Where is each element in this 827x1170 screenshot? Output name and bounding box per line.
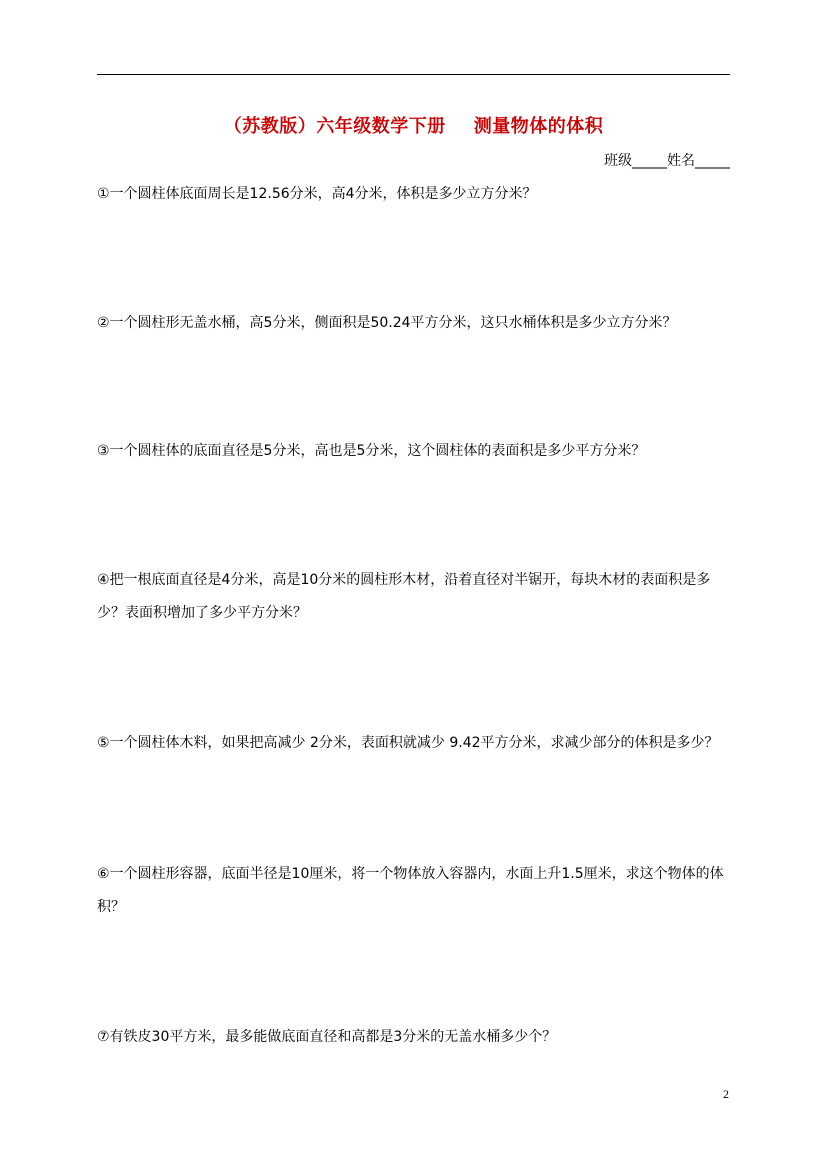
header-rule <box>97 74 730 75</box>
question-2: ②一个圆柱形无盖水桶，高5分米，侧面积是50.24平方分米，这只水桶体积是多少立方分米？ <box>97 315 677 331</box>
question-6: ⑥一个圆柱形容器，底面半径是10厘米，将一个物体放入容器内，水面上升1.5厘米，求这个物体的体积？ <box>97 866 724 915</box>
title-topic-text: 测量物体的体积 <box>473 116 604 137</box>
question-5: ⑤一个圆柱体木料，如果把高减少 2分米，表面积就减少 9.42平方分米，求减少部分的体积是多少？ <box>97 735 719 751</box>
question-3: ③一个圆柱体的底面直径是5分米，高也是5分米，这个圆柱体的表面积是多少平方分米？ <box>97 443 646 459</box>
document-title <box>0 112 827 138</box>
question-7: ⑦有铁皮30平方米，最多能做底面直径和高都是3分米的无盖水桶多少个？ <box>97 1029 557 1045</box>
question-4: ④把一根底面直径是4分米，高是10分米的圆柱形木材，沿着直径对半锯开，每块木材的表面积是多少？表面积增加了多少平方分米？ <box>97 572 711 621</box>
title-grade-text: （苏教版）六年级数学下册 <box>223 116 446 137</box>
page-number: 2 <box>723 1087 729 1101</box>
question-1: ①一个圆柱体底面周长是12.56分米，高4分米，体积是多少立方分米？ <box>97 186 537 202</box>
class-name-line: 班级_____姓名_____ <box>604 153 730 169</box>
